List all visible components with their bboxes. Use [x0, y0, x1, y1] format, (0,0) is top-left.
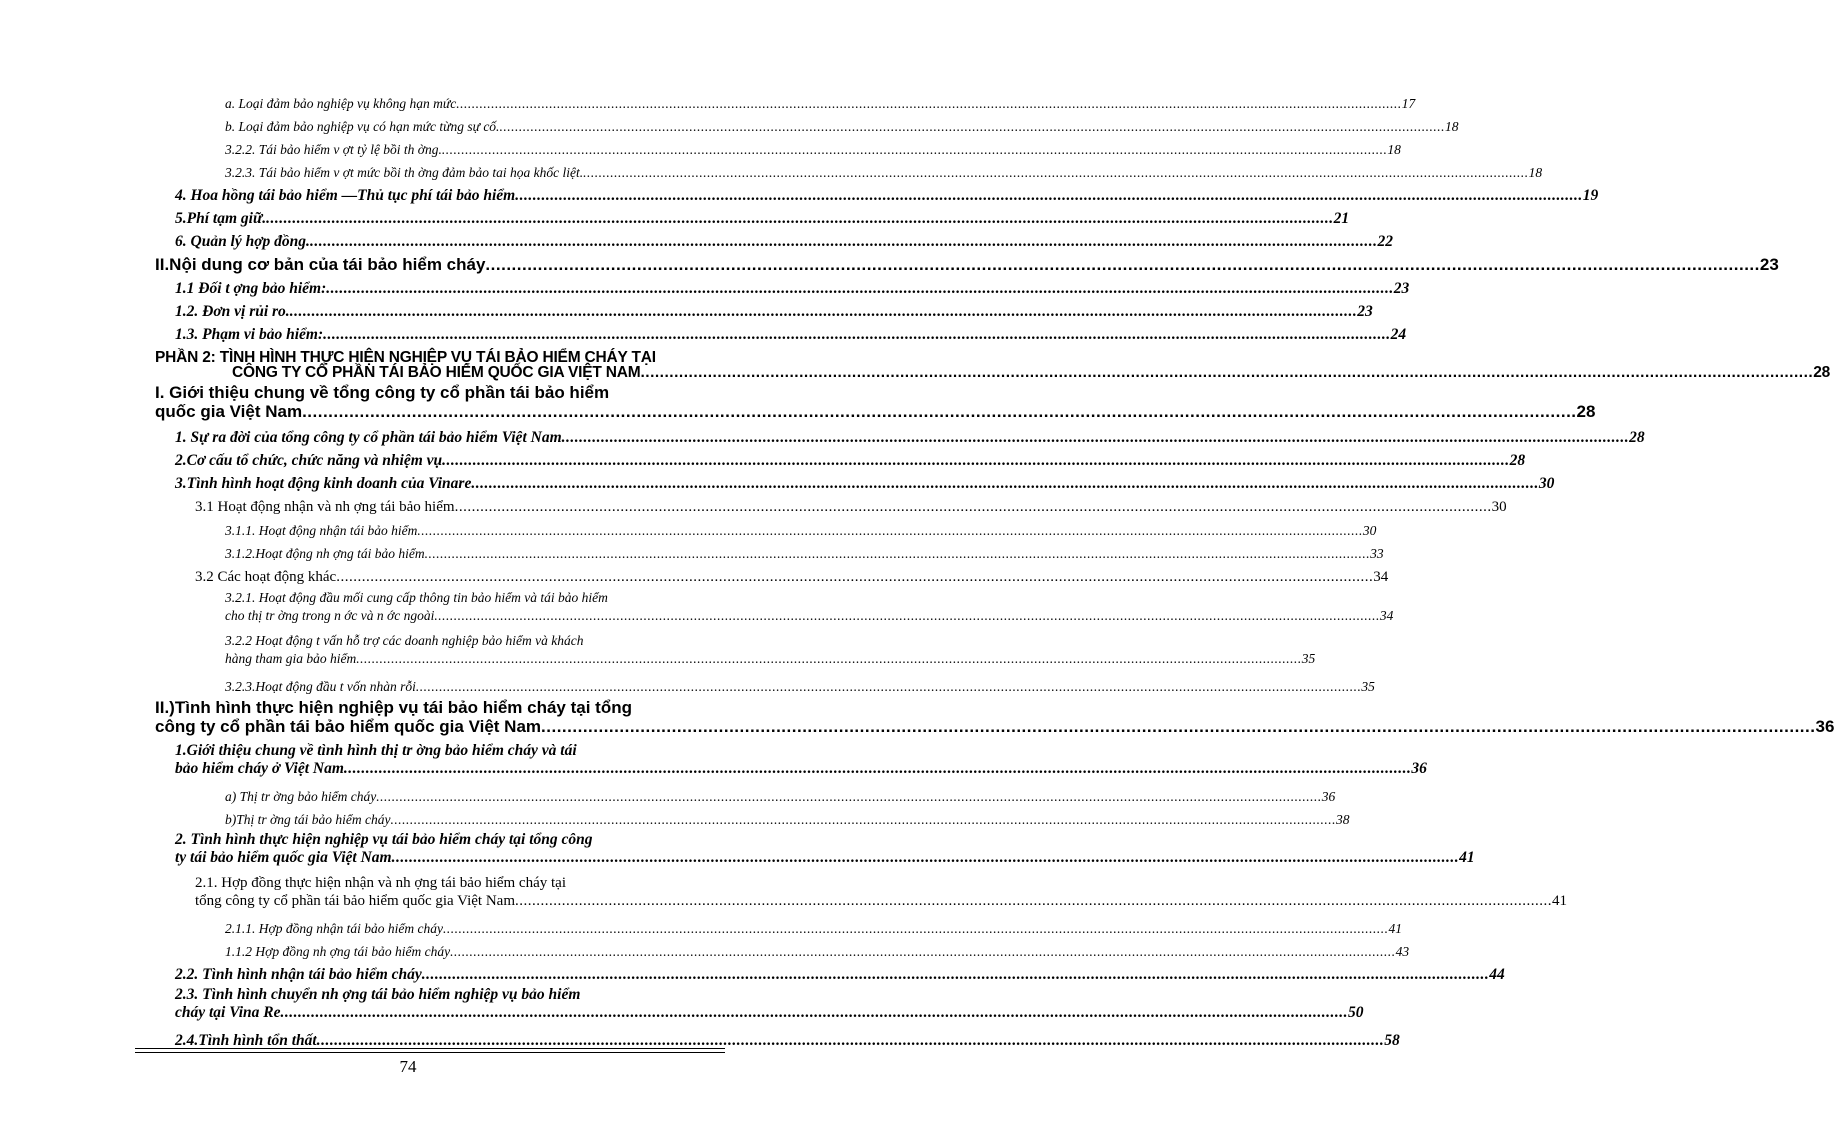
toc-leader-dots: [541, 717, 1815, 736]
toc-leader-dots: [302, 402, 1576, 421]
toc-entry-title: ty tái bảo hiểm quốc gia Việt Nam: [175, 849, 392, 866]
toc-page-number: 38: [1335, 812, 1350, 827]
toc-leader-dots: [376, 785, 1322, 808]
toc-entry-line2: [155, 650, 1316, 668]
toc-entry-title: 2.1.1. Hợp đồng nhận tái bảo hiểm cháy: [225, 921, 443, 936]
toc-leader-dots: [442, 449, 1510, 472]
footer-rule-top: [135, 1048, 725, 1049]
toc-page-number: 19: [1582, 187, 1599, 204]
toc-entry-title: công ty cổ phần tái bảo hiểm quốc gia Việt Nam: [155, 717, 542, 736]
toc-entry: [155, 472, 1555, 495]
toc-page-number: 28: [1813, 364, 1831, 381]
toc-entry: [155, 808, 1350, 831]
toc-entry-title: 3.2.2. Tái bảo hiểm v ợt tỷ lệ bồi th ờng.: [225, 142, 442, 157]
toc-entry-title: b)Thị tr ờng tái bảo hiểm cháy: [225, 812, 391, 827]
toc-leader-dots: [344, 760, 1412, 778]
toc-entry: [155, 207, 1350, 230]
toc-entry-title: b. Loại đảm bảo nghiệp vụ có hạn mức từng sự cố.: [225, 119, 500, 134]
toc-entry: [155, 963, 1505, 986]
toc-entry-line2: [155, 717, 1834, 736]
toc-page-number: 24: [1390, 326, 1407, 343]
toc-entry-title: 5.Phí tạm giữ.: [175, 210, 267, 227]
toc-entry: [155, 300, 1373, 323]
toc-entry-title: 3.1.1. Hoạt động nhận tái bảo hiểm: [225, 523, 418, 538]
toc-leader-dots: [390, 808, 1336, 831]
toc-entry-title: 3.1 Hoạt động nhận và nh ợng tái bảo hiểm: [195, 499, 455, 515]
toc-entry: [155, 230, 1393, 253]
toc-entry: [155, 742, 1427, 778]
toc-leader-dots: [281, 1004, 1349, 1022]
toc-leader-dots: [434, 607, 1380, 625]
toc-entry: [155, 323, 1407, 346]
toc-entry: [155, 383, 1596, 421]
toc-entry-line2: [155, 402, 1596, 421]
toc-page-number: 41: [1388, 921, 1402, 936]
toc-page-number: 18: [1444, 119, 1459, 134]
toc-page-number: 17: [1401, 96, 1416, 111]
toc-entry-title-line1: 3.2.1. Hoạt động đầu mối cung cấp thông tin bảo hiểm và tái bảo hiểm: [225, 590, 608, 605]
toc-page-number: 28: [1509, 452, 1526, 469]
toc-page-number: 35: [1301, 651, 1316, 666]
toc-leader-dots: [422, 963, 1490, 986]
toc-leader-dots: [640, 365, 1813, 380]
toc-entry-title: 2.4.Tình hình tổn thất: [175, 1032, 317, 1049]
toc-leader-dots: [450, 940, 1396, 963]
toc-leader-dots: [356, 650, 1302, 668]
toc-leader-dots: [323, 323, 1391, 346]
toc-entry-line2: [155, 892, 1567, 910]
toc-entry: [155, 831, 1475, 867]
toc-leader-dots: [326, 277, 1394, 300]
toc-entry-title: 3.2.3.Hoạt động đầu t vốn nhàn rỗi: [225, 679, 416, 694]
toc-entry-title: 1.1.2 Hợp đồng nh ợng tái bảo hiểm cháy: [225, 944, 451, 959]
toc-entry: [155, 92, 1416, 115]
toc-entry: [155, 161, 1543, 184]
toc-entry: [155, 542, 1384, 565]
toc-leader-dots: [471, 472, 1539, 495]
toc-entry-title: II.Nội dung cơ bản của tái bảo hiểm cháy: [155, 255, 486, 274]
toc-entry: [155, 426, 1645, 449]
toc-entry: [155, 253, 1779, 277]
toc-entry-title: 6. Quản lý hợp đồng.: [175, 233, 310, 250]
toc-leader-dots: [392, 849, 1460, 867]
toc-entry: [155, 785, 1336, 808]
toc-entry-title-line1: 3.2.2 Hoạt động t vấn hỗ trợ các doanh nghiệp bảo hiểm và khách: [225, 633, 584, 648]
toc-entry-title: 3.2.3. Tái bảo hiểm v ợt mức bồi th ờng đảm bảo tai họa khốc liệt.: [225, 165, 584, 180]
toc-entry-title-line1: II.)Tình hình thực hiện nghiệp vụ tái bảo hiểm cháy tại tổng: [155, 698, 632, 717]
toc-entry: [155, 675, 1375, 698]
toc-entry-title: 1.1 Đối t ợng bảo hiểm:: [175, 280, 327, 297]
toc-entry-title-line1: PHẦN 2: TÌNH HÌNH THỰC HIỆN NGHIỆP VỤ TÁI BẢO HIỂM CHÁY TẠI: [155, 349, 656, 366]
toc-page-number: 41: [1459, 849, 1475, 866]
toc-page-number: 18: [1528, 165, 1543, 180]
toc-entry: [155, 519, 1377, 542]
toc-entry-line2: [155, 849, 1475, 867]
toc-leader-dots: [425, 542, 1371, 565]
toc-entry-line2: [155, 607, 1394, 625]
footer-rule-bottom: [135, 1052, 725, 1053]
toc-leader-dots: [417, 519, 1363, 542]
toc-page-number: 34: [1379, 608, 1394, 623]
toc-entry-line2: [155, 364, 1831, 381]
toc-entry-title-line1: 1.Giới thiệu chung về tình hình thị tr ờng bảo hiểm cháy và tái: [175, 742, 577, 759]
toc-page-number: 35: [1361, 679, 1375, 694]
toc-leader-dots: [442, 138, 1388, 161]
toc-page-number: 30: [1538, 475, 1555, 492]
toc-page-number: 23: [1759, 255, 1779, 274]
toc-page-number: 36: [1411, 760, 1427, 777]
toc-entry: [155, 632, 1316, 668]
toc-page-number: 36: [1321, 789, 1336, 804]
toc-page-number: 58: [1384, 1032, 1400, 1049]
toc-entry-line2: [155, 1004, 1364, 1022]
toc-leader-dots: [310, 230, 1378, 253]
toc-leader-dots: [485, 253, 1759, 277]
toc-page-number: 33: [1370, 546, 1384, 561]
toc-entry-title: bảo hiểm cháy ở Việt Nam: [175, 760, 344, 777]
toc-entry-title: 1. Sự ra đời của tổng công ty cổ phần tái bảo hiểm Việt Nam: [175, 429, 562, 446]
toc-entry-title: 1.2. Đơn vị rủi ro.: [175, 303, 290, 320]
toc-entry-title: a) Thị tr ờng bảo hiểm cháy: [225, 789, 377, 804]
toc-entry: [155, 589, 1394, 625]
toc-entry-title: 4. Hoa hồng tái bảo hiểm —Thủ tục phí tái bảo hiểm: [175, 187, 516, 204]
toc-page-number: 30: [1491, 499, 1507, 515]
toc-entry: [155, 277, 1410, 300]
toc-entry: [155, 449, 1526, 472]
toc-entry-title: hàng tham gia bảo hiểm: [225, 651, 357, 666]
toc-page-number: 34: [1373, 569, 1389, 585]
toc-page-number: 22: [1377, 233, 1393, 250]
page-number: 74: [399, 1057, 417, 1076]
toc-entry-line2: [155, 760, 1427, 778]
toc-entry-title: a. Loại đảm bảo nghiệp vụ không hạn mức: [225, 96, 457, 111]
toc-page-number: 23: [1393, 280, 1410, 297]
toc-entry-title-line1: I. Giới thiệu chung về tổng công ty cổ phần tái bảo hiểm: [155, 383, 610, 402]
toc-leader-dots: [290, 300, 1358, 323]
toc-leader-dots: [443, 917, 1389, 940]
toc-entry-title: quốc gia Việt Nam: [155, 402, 303, 421]
toc-leader-dots: [456, 92, 1402, 115]
toc-entry-title: tổng công ty cổ phần tái bảo hiểm quốc gia Việt Nam: [195, 893, 515, 909]
toc-entry-title: CÔNG TY CỔ PHẦN TÁI BẢO HIỂM QUỐC GIA VIỆT NAM: [232, 364, 641, 381]
toc-entry-title-line1: 2.1. Hợp đồng thực hiện nhận và nh ợng tái bảo hiểm cháy tại: [195, 875, 566, 891]
toc-leader-dots: [455, 496, 1492, 519]
toc-entry: [155, 115, 1459, 138]
toc-leader-dots: [583, 161, 1529, 184]
toc-entry: [155, 566, 1389, 589]
toc-leader-dots: [562, 426, 1630, 449]
toc-page-number: 50: [1348, 1004, 1364, 1021]
toc-leader-dots: [416, 675, 1362, 698]
toc-entry: [155, 138, 1401, 161]
toc-entry: [155, 986, 1364, 1022]
toc-page-number: 21: [1333, 210, 1350, 227]
toc-entry-title: 2.Cơ cấu tổ chức, chức năng và nhiệm vụ: [175, 452, 443, 469]
toc-entry: [155, 349, 1831, 381]
toc-page-number: 36: [1815, 717, 1834, 736]
toc-entry: [155, 917, 1402, 940]
toc-leader-dots: [515, 892, 1552, 910]
toc-page-number: 44: [1489, 966, 1505, 983]
toc-entry-title: 3.Tình hình hoạt động kinh doanh của Vinare: [175, 475, 472, 492]
toc-entry: [155, 874, 1567, 910]
toc-page-number: 30: [1362, 523, 1377, 538]
toc-page-number: 28: [1576, 402, 1596, 421]
toc-entry-title: cháy tại Vina Re: [175, 1004, 281, 1021]
toc-entry: [155, 698, 1834, 736]
toc-page-number: 18: [1387, 142, 1401, 157]
toc-page-number: 41: [1552, 893, 1567, 909]
toc-entry-title: 1.3. Phạm vi bảo hiểm:: [175, 326, 324, 343]
toc-page-number: 28: [1629, 429, 1645, 446]
toc-entry-title-line1: 2. Tình hình thực hiện nghiệp vụ tái bảo hiểm cháy tại tổng công: [175, 831, 593, 848]
toc-leader-dots: [499, 115, 1445, 138]
toc-entry: [155, 184, 1599, 207]
toc-entry: [155, 496, 1507, 519]
toc-entry-title: 3.1.2.Hoạt động nh ợng tái bảo hiểm: [225, 546, 425, 561]
toc-entry-title: 2.2. Tình hình nhận tái bảo hiểm cháy: [175, 966, 422, 983]
toc-page-number: 23: [1357, 303, 1373, 320]
toc-leader-dots: [266, 207, 1334, 230]
toc-leader-dots: [336, 566, 1373, 589]
toc-entry-title-line1: 2.3. Tình hình chuyển nh ợng tái bảo hiểm nghiệp vụ bảo hiểm: [175, 986, 581, 1003]
toc-page-number: 43: [1395, 944, 1410, 959]
toc-leader-dots: [515, 184, 1583, 207]
toc-entry-title: cho thị tr ờng trong n ớc và n ớc ngoài: [225, 608, 435, 623]
toc-entry: [155, 940, 1410, 963]
toc-entry-title: 3.2 Các hoạt động khác: [195, 569, 337, 585]
